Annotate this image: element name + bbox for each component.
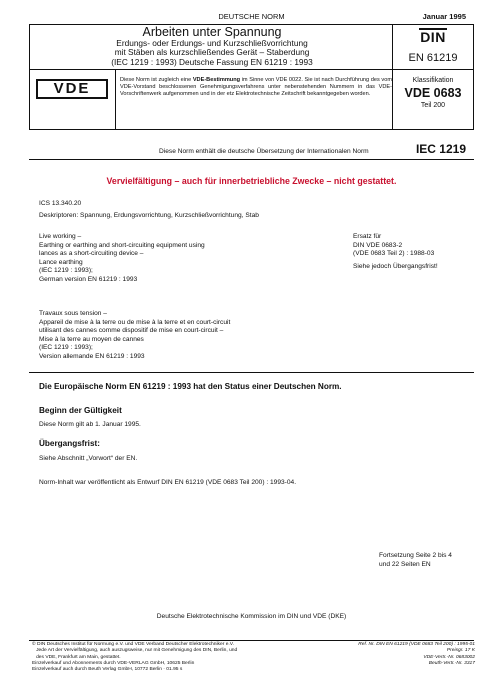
- subtitle-line-1: Erdungs- oder Erdungs- und Kurzschließvorrichtung: [116, 38, 308, 48]
- continuation-note: [379, 552, 452, 569]
- footer-line: des VDE, Frankfurt am Main, gestattet.: [32, 654, 121, 660]
- reference-number: Ref. Nr. DIN EN 61219 (VDE 0683 Teil 200) : 1995-01: [358, 642, 475, 647]
- english-line: German version EN 61219 : 1993: [39, 275, 138, 283]
- price-group: Preisgr. 17 K: [446, 648, 475, 654]
- french-line: (IEC 1219 : 1993);: [39, 344, 93, 352]
- header-box: [29, 24, 474, 70]
- english-line: Earthing or earthing and short-circuiting equipment using: [39, 241, 205, 249]
- divider: [29, 372, 474, 373]
- iec-number: IEC 1219: [415, 142, 466, 156]
- document-title: Arbeiten unter Spannung: [142, 25, 282, 39]
- classification-part: Teil 200: [420, 102, 446, 109]
- din-box: [392, 25, 473, 69]
- validity-heading: Beginn der Gültigkeit: [39, 406, 122, 415]
- vde-logo-box: [30, 70, 116, 129]
- french-line: Travaux sous tension –: [39, 310, 107, 317]
- transition-note: Siehe jedoch Übergangsfrist!: [353, 262, 438, 270]
- replacement-standard: DIN VDE 0683-2: [353, 241, 403, 249]
- top-strip: [29, 12, 474, 22]
- english-title: [39, 233, 339, 285]
- vde-row: [29, 70, 474, 130]
- footer-copyright: [32, 642, 322, 673]
- draft-note: Norm-Inhalt war veröffentlicht als Entwurf DIN EN 61219 (VDE 0683 Teil 200) : 1993-04.: [39, 479, 297, 486]
- vde-notice-start: Diese Norm ist zugleich eine: [120, 77, 193, 83]
- french-line: Mise à la terre au moyen de cannes: [39, 335, 144, 343]
- footer-divider: [29, 640, 474, 641]
- continuation-line-1: Fortsetzung Seite 2 bis 4: [379, 552, 452, 559]
- beuth-order-number: Beuth-Vertr.-Nr. 3317: [428, 660, 475, 666]
- french-title: [39, 310, 369, 362]
- english-line: Lance earthing: [39, 258, 83, 266]
- subtitle-line-3: (IEC 1219 : 1993) Deutsche Fassung EN 61219 : 1993: [111, 56, 313, 67]
- din-number: EN 61219: [408, 52, 458, 64]
- title-block: [30, 25, 394, 69]
- status-statement: Die Europäische Norm EN 61219 : 1993 hat den Status einer Deutschen Norm.: [39, 382, 342, 391]
- subtitle-line-2: mit Stäben als kurzschließendes Gerät – Staberdung: [114, 47, 310, 58]
- transition-heading: Übergangsfrist:: [39, 439, 100, 448]
- english-line: lances as a short-circuiting device –: [39, 250, 144, 258]
- replacement-note: [353, 233, 473, 271]
- french-line: Version allemande EN 61219 : 1993: [39, 352, 145, 360]
- footer-line: Jede Art der Vervielfältigung, auch auszugsweise, nur mit Genehmigung des DIN, Berlin, und: [32, 648, 238, 654]
- continuation-line-2: und 22 Seiten EN: [379, 560, 431, 568]
- vde-notice-bold: VDE-Bestimmung: [192, 77, 241, 83]
- classification-value: VDE 0683: [404, 86, 462, 100]
- english-line: Live working –: [39, 233, 82, 240]
- classification-label: Klassifikation: [412, 77, 454, 84]
- iec-text: Diese Norm enthält die deutsche Übersetzung der Internationalen Norm: [159, 148, 369, 155]
- vde-logo: VDE: [36, 79, 108, 99]
- ics-code: ICS 13.340.20: [39, 200, 82, 207]
- classification-box: [392, 70, 473, 129]
- english-line: (IEC 1219 : 1993);: [39, 267, 93, 275]
- validity-text: Diese Norm gilt ab 1. Januar 1995.: [39, 421, 141, 428]
- footer-line: © DIN Deutsches Institut für Normung e.V. und VDE Verband Deutscher Elektrotechniker e.V.: [32, 642, 234, 647]
- descriptors: Deskriptoren: Spannung, Erdungsvorrichtung, Kurzschließvorrichtung, Stab: [39, 212, 259, 219]
- footer-line: Einzelverkauf auch durch Beuth Verlag GmbH, 10772 Berlin · 01.95 s: [32, 667, 183, 673]
- replacement-label: Ersatz für: [353, 233, 382, 240]
- vde-order-number: VDE-Vertr.-Nr. 0683002: [423, 654, 475, 660]
- vde-notice: [120, 77, 392, 98]
- issue-date: Januar 1995: [422, 12, 466, 21]
- iec-line: [29, 138, 474, 160]
- din-logo: DIN: [420, 29, 446, 45]
- footer-reference: [325, 642, 475, 667]
- document-type-label: DEUTSCHE NORM: [218, 12, 285, 21]
- copy-warning: Vervielfältigung – auch für innerbetriebliche Zwecke – nicht gestattet.: [106, 176, 397, 186]
- footer-line: Einzelverkauf und Abonnements durch VDE-VERLAG GmbH, 10625 Berlin: [32, 660, 195, 666]
- vde-notice-end: im Sinne von VDE 0022. Sie ist nach Durchführung des vom VDE-Vorstand beschlossenen Genehmigungsverfahrens unter nebenstehenden Nummern in das VDE-Vorschriftenwerk aufgenommen und in der etz Elektrotechnische Zeitschrift bekanntgegeben worden.: [120, 77, 392, 97]
- french-line: Appareil de mise à la terre ou de mise à la terre et en court-circuit: [39, 318, 231, 326]
- french-line: utilisant des cannes comme dispositif de mise en court-circuit –: [39, 327, 224, 335]
- committee: Deutsche Elektrotechnische Kommission im DIN und VDE (DKE): [156, 613, 347, 620]
- replacement-part: (VDE 0683 Teil 2) : 1988-03: [353, 250, 435, 258]
- transition-text: Siehe Abschnitt „Vorwort“ der EN.: [39, 455, 138, 462]
